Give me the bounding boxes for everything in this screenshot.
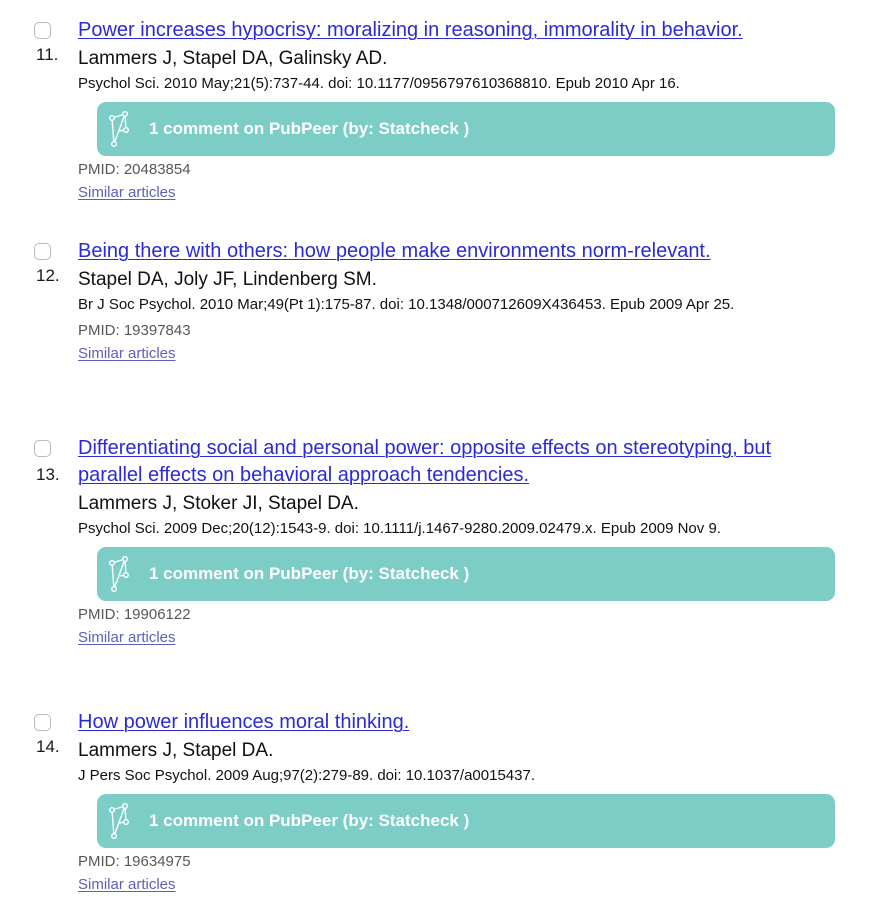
article-title-link[interactable]: Differentiating social and personal power: opposite effects on stereotyping, but parallel effects on behavioral approach tendencies. [78, 437, 772, 486]
pubpeer-label: 1 comment on PubPeer (by: Statcheck ) [149, 564, 470, 583]
pmid: PMID: 19397843 [78, 322, 191, 339]
result-body [78, 435, 838, 650]
authors: Stapel DA, Joly JF, Lindenberg SM. [78, 269, 377, 290]
pubpeer-comment-banner[interactable] [97, 102, 835, 156]
pmid: PMID: 19634975 [78, 853, 191, 870]
similar-articles-link[interactable]: Similar articles [78, 629, 176, 646]
select-checkbox[interactable] [34, 22, 51, 39]
pmid: PMID: 20483854 [78, 161, 191, 178]
authors: Lammers J, Stapel DA. [78, 740, 274, 761]
result-number: 12. [36, 266, 60, 285]
citation: J Pers Soc Psychol. 2009 Aug;97(2):279-89. doi: 10.1037/a0015437. [78, 767, 535, 784]
result-body [78, 17, 838, 205]
authors: Lammers J, Stoker JI, Stapel DA. [78, 493, 359, 514]
result-number: 11. [36, 45, 59, 64]
pubpeer-label: 1 comment on PubPeer (by: Statcheck ) [149, 811, 470, 830]
similar-articles-link[interactable]: Similar articles [78, 184, 176, 201]
pubpeer-comment-banner[interactable] [97, 547, 835, 601]
citation: Psychol Sci. 2010 May;21(5):737-44. doi: 10.1177/0956797610368810. Epub 2010 Apr 16. [78, 75, 680, 92]
pubpeer-icon [109, 109, 131, 149]
pubpeer-comment-banner[interactable] [97, 794, 835, 848]
citation: Br J Soc Psychol. 2010 Mar;49(Pt 1):175-87. doi: 10.1348/000712609X436453. Epub 2009 Apr 25. [78, 296, 735, 313]
pubpeer-icon [109, 801, 131, 841]
article-title-link[interactable]: How power influences moral thinking. [78, 711, 410, 733]
citation: Psychol Sci. 2009 Dec;20(12):1543-9. doi: 10.1111/j.1467-9280.2009.02479.x. Epub 2009 Nov 9. [78, 520, 721, 537]
result-number: 13. [36, 465, 60, 484]
pmid: PMID: 19906122 [78, 606, 191, 623]
article-title-link[interactable]: Power increases hypocrisy: moralizing in reasoning, immorality in behavior. [78, 19, 743, 41]
article-title-link[interactable]: Being there with others: how people make environments norm-relevant. [78, 240, 711, 262]
pubpeer-label: 1 comment on PubPeer (by: Statcheck ) [149, 119, 470, 138]
similar-articles-link[interactable]: Similar articles [78, 876, 176, 893]
select-checkbox[interactable] [34, 243, 51, 260]
authors: Lammers J, Stapel DA, Galinsky AD. [78, 48, 388, 69]
similar-articles-link[interactable]: Similar articles [78, 345, 176, 362]
result-body [78, 709, 838, 897]
result-number: 14. [36, 737, 60, 756]
select-checkbox[interactable] [34, 440, 51, 457]
pubpeer-icon [109, 554, 131, 594]
result-body [78, 238, 838, 366]
select-checkbox[interactable] [34, 714, 51, 731]
